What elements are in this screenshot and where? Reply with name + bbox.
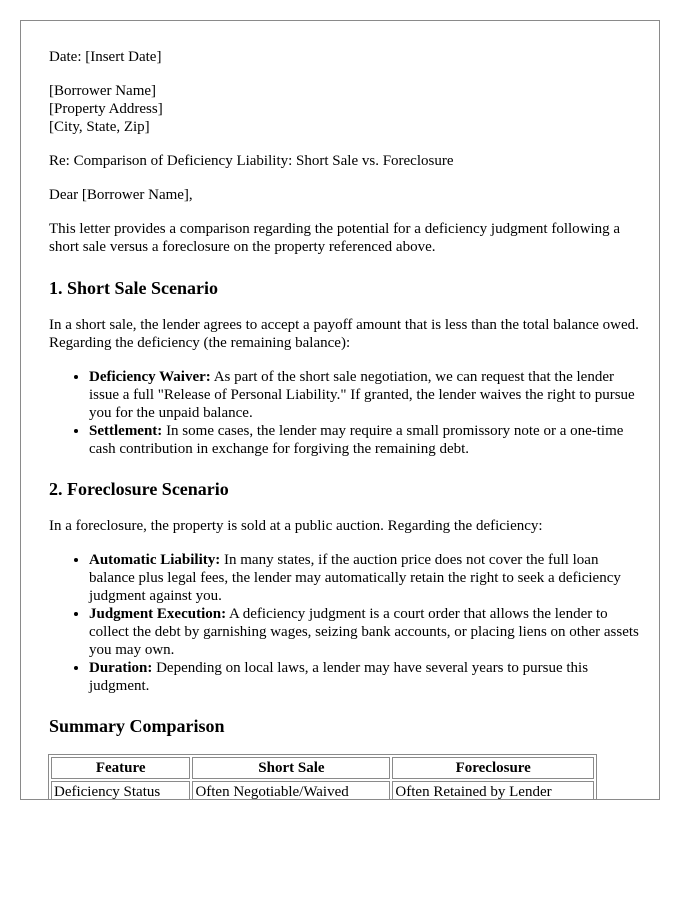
foreclosure-heading: 2. Foreclosure Scenario <box>49 479 229 499</box>
re-line: Re: Comparison of Deficiency Liability: Short Sale vs. Foreclosure <box>49 153 454 169</box>
city-state-zip-line: [City, State, Zip] <box>49 119 150 135</box>
bullet-term: Automatic Liability: <box>89 552 221 568</box>
foreclosure-paragraph: In a foreclosure, the property is sold at a public auction. Regarding the deficiency: <box>49 518 543 534</box>
list-item <box>89 659 641 695</box>
bullet-text: A deficiency judgment is a court order that allows the lender to collect the debt by garnishing wages, seizing bank accounts, or placing liens on other assets you may own. <box>89 606 639 658</box>
letter-page <box>20 20 660 800</box>
foreclosure-bullet-list <box>49 551 641 695</box>
bullet-text: In many states, if the auction price does not cover the full loan balance plus legal fees, the lender may automatically retain the right to seek a deficiency judgment against you. <box>89 552 621 604</box>
short-sale-bullet-list <box>49 368 641 458</box>
date-line: Date: [Insert Date] <box>49 49 162 65</box>
bullet-text: In some cases, the lender may require a small promissory note or a one-time cash contribution in exchange for forgiving the remaining debt. <box>89 423 624 457</box>
borrower-name-line: [Borrower Name] <box>49 83 157 99</box>
summary-heading: Summary Comparison <box>49 716 225 736</box>
short-sale-paragraph: In a short sale, the lender agrees to accept a payoff amount that is less than the total balance owed. Regarding the deficiency (the remaining balance): <box>49 317 639 351</box>
salutation: Dear [Borrower Name], <box>49 187 193 203</box>
table-header-row <box>51 757 594 779</box>
address-block <box>49 82 641 136</box>
list-item <box>89 551 641 605</box>
list-item <box>89 422 641 458</box>
column-header-foreclosure: Foreclosure <box>392 757 594 779</box>
short-sale-heading: 1. Short Sale Scenario <box>49 278 218 298</box>
table-row <box>51 781 594 800</box>
column-header-short-sale: Short Sale <box>192 757 390 779</box>
column-header-feature: Feature <box>51 757 190 779</box>
letter-body <box>49 48 641 800</box>
intro-paragraph: This letter provides a comparison regarding the potential for a deficiency judgment following a short sale versus a foreclosure on the property referenced above. <box>49 221 621 255</box>
table-cell: Often Retained by Lender <box>392 781 594 800</box>
list-item <box>89 368 641 422</box>
property-address-line: [Property Address] <box>49 101 163 117</box>
list-item <box>89 605 641 659</box>
bullet-term: Duration: <box>89 660 153 676</box>
bullet-term: Judgment Execution: <box>89 606 227 622</box>
table-cell: Often Negotiable/Waived <box>192 781 390 800</box>
bullet-term: Deficiency Waiver: <box>89 369 211 385</box>
bullet-term: Settlement: <box>89 423 163 439</box>
bullet-text: As part of the short sale negotiation, we can request that the lender issue a full "Release of Personal Liability." If granted, the lender waives the right to pursue you for the unpaid balance. <box>89 369 635 421</box>
bullet-text: Depending on local laws, a lender may have several years to pursue this judgment. <box>89 660 589 694</box>
summary-table <box>48 754 597 800</box>
table-cell: Deficiency Status <box>51 781 190 800</box>
